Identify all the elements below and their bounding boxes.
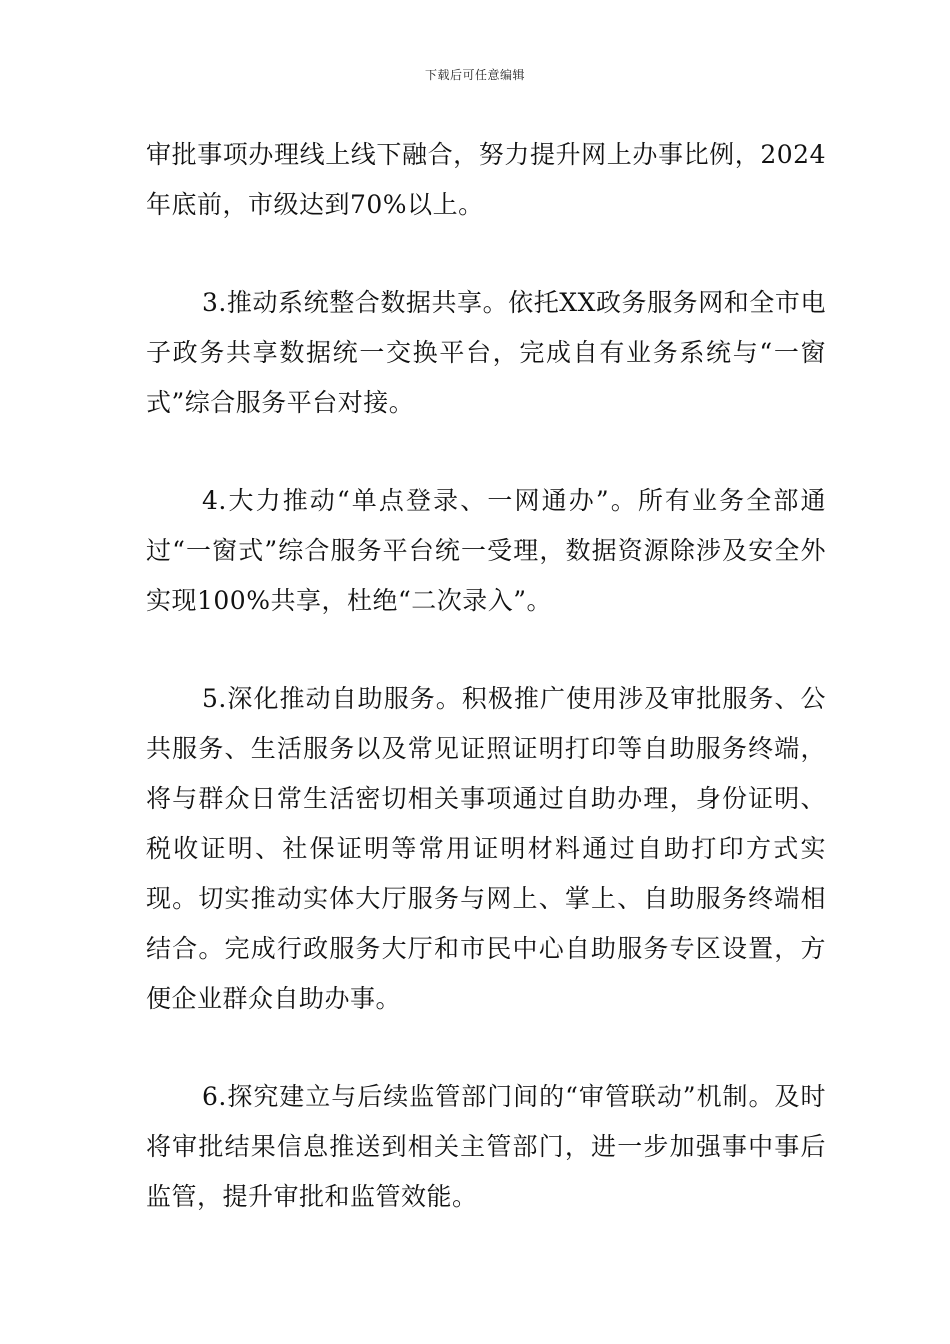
paragraph-gap [146,230,826,278]
paragraph-item-6: 6.探究建立与后续监管部门间的“审管联动”机制。及时将审批结果信息推送到相关主管部门，进一步加强事中事后监管，提升审批和监管效能。 [146,1082,826,1211]
paragraph-item-3: 3.推动系统整合数据共享。依托XX政务服务网和全市电子政务共享数据统一交换平台，完成自有业务系统与“一窗式”综合服务平台对接。 [146,288,826,417]
paragraph-gap [146,428,826,476]
document-body [146,130,826,1222]
paragraph-item-4: 4.大力推动“单点登录、一网通办”。所有业务全部通过“一窗式”综合服务平台统一受理，数据资源除涉及安全外实现100%共享，杜绝“二次录入”。 [146,486,826,615]
header-note: 下载后可任意编辑 [424,68,525,82]
paragraph-gap [146,626,826,674]
paragraph-gap [146,1024,826,1072]
paragraph-continuation: 审批事项办理线上线下融合，努力提升网上办事比例，2024年底前，市级达到70%以上。 [146,140,826,219]
paragraph-item-5: 5.深化推动自助服务。积极推广使用涉及审批服务、公共服务、生活服务以及常见证照证明打印等自助服务终端，将与群众日常生活密切相关事项通过自助办理，身份证明、税收证明、社保证明等常用证明材料通过自助打印方式实现。切实推动实体大厅服务与网上、掌上、自助服务终端相结合。完成行政服务大厅和市民中心自助服务专区设置，方便企业群众自助办事。 [146,684,826,1013]
